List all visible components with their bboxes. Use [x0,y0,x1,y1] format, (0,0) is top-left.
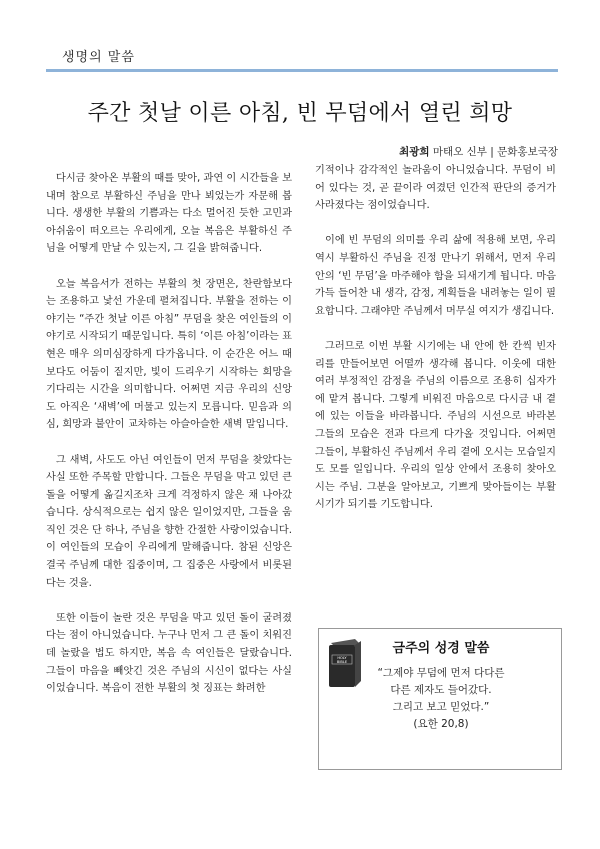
paragraph: 오늘 복음서가 전하는 부활의 첫 장면은, 찬란함보다는 조용하고 낯선 가운데 펼쳐집니다. 부활을 전하는 이야기는 “주간 첫날 이른 아침” 무덤을 찾은 여인들의 이야기로 시작되기 때문입니다. 특히 ‘이른 아침’이라는 표현은 매우 의미심장하게 다가옵니다. 이 순간은 어느 때보다도 어둠이 짙지만, 빛이 드리우기 시작하는 희망을 기다리는 시간을 의미합니다. 어쩌면 지금 우리의 신앙도 아직은 ‘새벽’에 머물고 있는지 모릅니다. 믿음과 의심, 희망과 불안이 교차하는 아슬아슬한 새벽 말입니다. [46,278,292,431]
section-label: 생명의 말씀 [62,50,135,65]
paragraph: 또한 이들이 놀란 것은 무덤을 막고 있던 돌이 굴려졌다는 점이 아니었습니다. 누구나 먼저 그 큰 돌이 치워진 데 놀랐을 법도 하지만, 복음 속 여인들은 달랐습니다. 그들이 마음을 빼앗긴 것은 주님의 시신이 없다는 사실이었습니다. 복음이 전한 부활의 첫 징표는 화려한 [46,612,292,695]
paragraph: 기적이나 감각적인 놀라움이 아니었습니다. 무덤이 비어 있다는 것, 곧 끝이라 여겼던 인간적 판단의 증거가 사라졌다는 점이었습니다. [315,165,556,212]
verse-line: “그제야 무덤에 먼저 다다른 [377,667,505,679]
verse-reference: (요한 20,8) [413,718,469,730]
verse-heading: 금주의 성경 말씀 [392,641,490,656]
verse-line: 그리고 보고 믿었다.” [392,701,490,713]
paragraph: 다시금 찾아온 부활의 때를 맞아, 과연 이 시간들을 보내며 참으로 부활하신 주님을 만나 뵈었는가 자문해 봅니다. 생생한 부활의 기쁨과는 다소 멀어진 듯한 고민과 아쉬움이 떠오르는 우리에게, 오늘 복음은 부활하신 주님을 어떻게 만날 수 있는지, 그 길을 밝혀줍니다. [46,173,292,255]
verse-text [319,665,563,733]
paragraph: 이에 빈 무덤의 의미를 우리 삶에 적용해 보면, 우리 역시 부활하신 주님을 진정 만나기 위해서, 먼저 우리 안의 ‘빈 무덤’을 마주해야 함을 되새기게 됩니다. 마음 가득 들어찬 내 생각, 감정, 계획들을 내려놓는 일이 필요합니다. 그래야만 주님께서 머무실 여지가 생깁니다. [315,235,556,317]
svg-text:HOLY: HOLY [337,656,347,660]
header-divider [46,69,558,72]
byline [399,144,558,159]
weekly-verse-box [318,628,562,770]
left-column [46,170,292,715]
right-column [315,162,556,531]
author-name: 최광희 [399,146,430,158]
paragraph: 그 새벽, 사도도 아닌 여인들이 먼저 무덤을 찾았다는 사실 또한 주목할 만합니다. 그들은 무덤을 막고 있던 큰 돌을 어떻게 옮길지조차 크게 걱정하지 않은 채 나아갔습니다. 상식적으로는 쉽지 않은 일이었지만, 그들을 움직인 것은 단 하나, 주님을 향한 간절한 사랑이었습니다. 이 여인들의 모습이 우리에게 말해줍니다. 참된 신앙은 결국 주님께 대한 집중이며, 그 집중은 사랑에서 비롯된다는 것을. [46,454,292,589]
article-title: 주간 첫날 이른 아침, 빈 무덤에서 열린 희망 [87,101,513,126]
verse-line: 다른 제자도 들어갔다. [390,684,492,696]
author-role: 마태오 신부 | 문화홍보국장 [432,146,558,158]
paragraph: 그러므로 이번 부활 시기에는 내 안에 한 칸씩 빈자리를 만들어보면 어떨까 생각해 봅니다. 이웃에 대한 여러 부정적인 감정을 주님의 이름으로 조용히 십자가에 맡겨 봅니다. 그렇게 비워진 마음으로 다시금 내 곁에 있는 이들을 바라봅니다. 주님의 시선으로 바라본 그들의 모습은 전과 다르게 다가올 것입니다. 어쩌면 그들이, 부활하신 주님께서 우리 곁에 오시는 모습일지도 모를 일입니다. 우리의 일상 안에서 조용히 찾아오시는 주님. 그분을 알아보고, 기쁘게 맞아들이는 부활 시기가 되기를 기도합니다. [315,340,556,511]
svg-text:BIBLE: BIBLE [336,660,348,664]
